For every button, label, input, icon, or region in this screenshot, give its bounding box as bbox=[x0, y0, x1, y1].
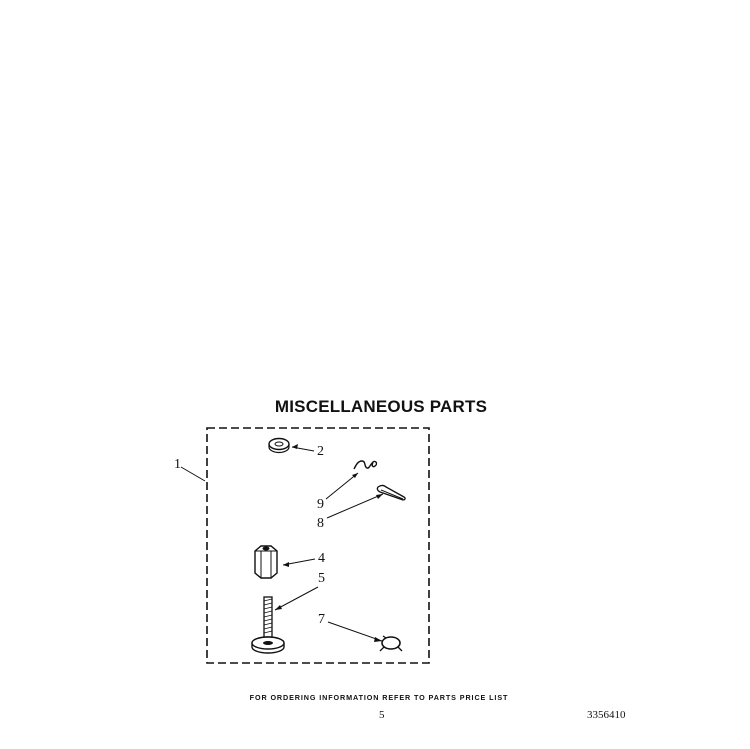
cotter-pin-part bbox=[377, 486, 405, 501]
washer-part bbox=[269, 439, 289, 453]
callout-5: 5 bbox=[318, 571, 325, 586]
callout-9: 9 bbox=[317, 497, 324, 512]
leader-8 bbox=[327, 494, 383, 518]
hex-coupling-nut-part bbox=[255, 546, 277, 578]
diagram-title: MISCELLANEOUS PARTS bbox=[274, 397, 488, 416]
hose-clamp-part bbox=[380, 636, 402, 651]
callout-4: 4 bbox=[318, 551, 325, 566]
leader-7 bbox=[328, 622, 382, 641]
ordering-note: FOR ORDERING INFORMATION REFER TO PARTS PRICE LIST bbox=[249, 693, 509, 702]
callout-8: 8 bbox=[317, 516, 324, 531]
callout-1: 1 bbox=[174, 457, 181, 472]
document-number: 3356410 bbox=[587, 709, 626, 721]
kit-boundary bbox=[207, 428, 429, 663]
leader-9 bbox=[326, 473, 358, 499]
callout-7: 7 bbox=[318, 612, 325, 627]
wire-clip-part bbox=[354, 461, 376, 469]
page-number: 5 bbox=[379, 709, 385, 721]
leader-5 bbox=[275, 587, 318, 610]
callout-2: 2 bbox=[317, 444, 324, 459]
leader-1 bbox=[181, 467, 205, 481]
leveling-leg-part bbox=[252, 597, 284, 653]
